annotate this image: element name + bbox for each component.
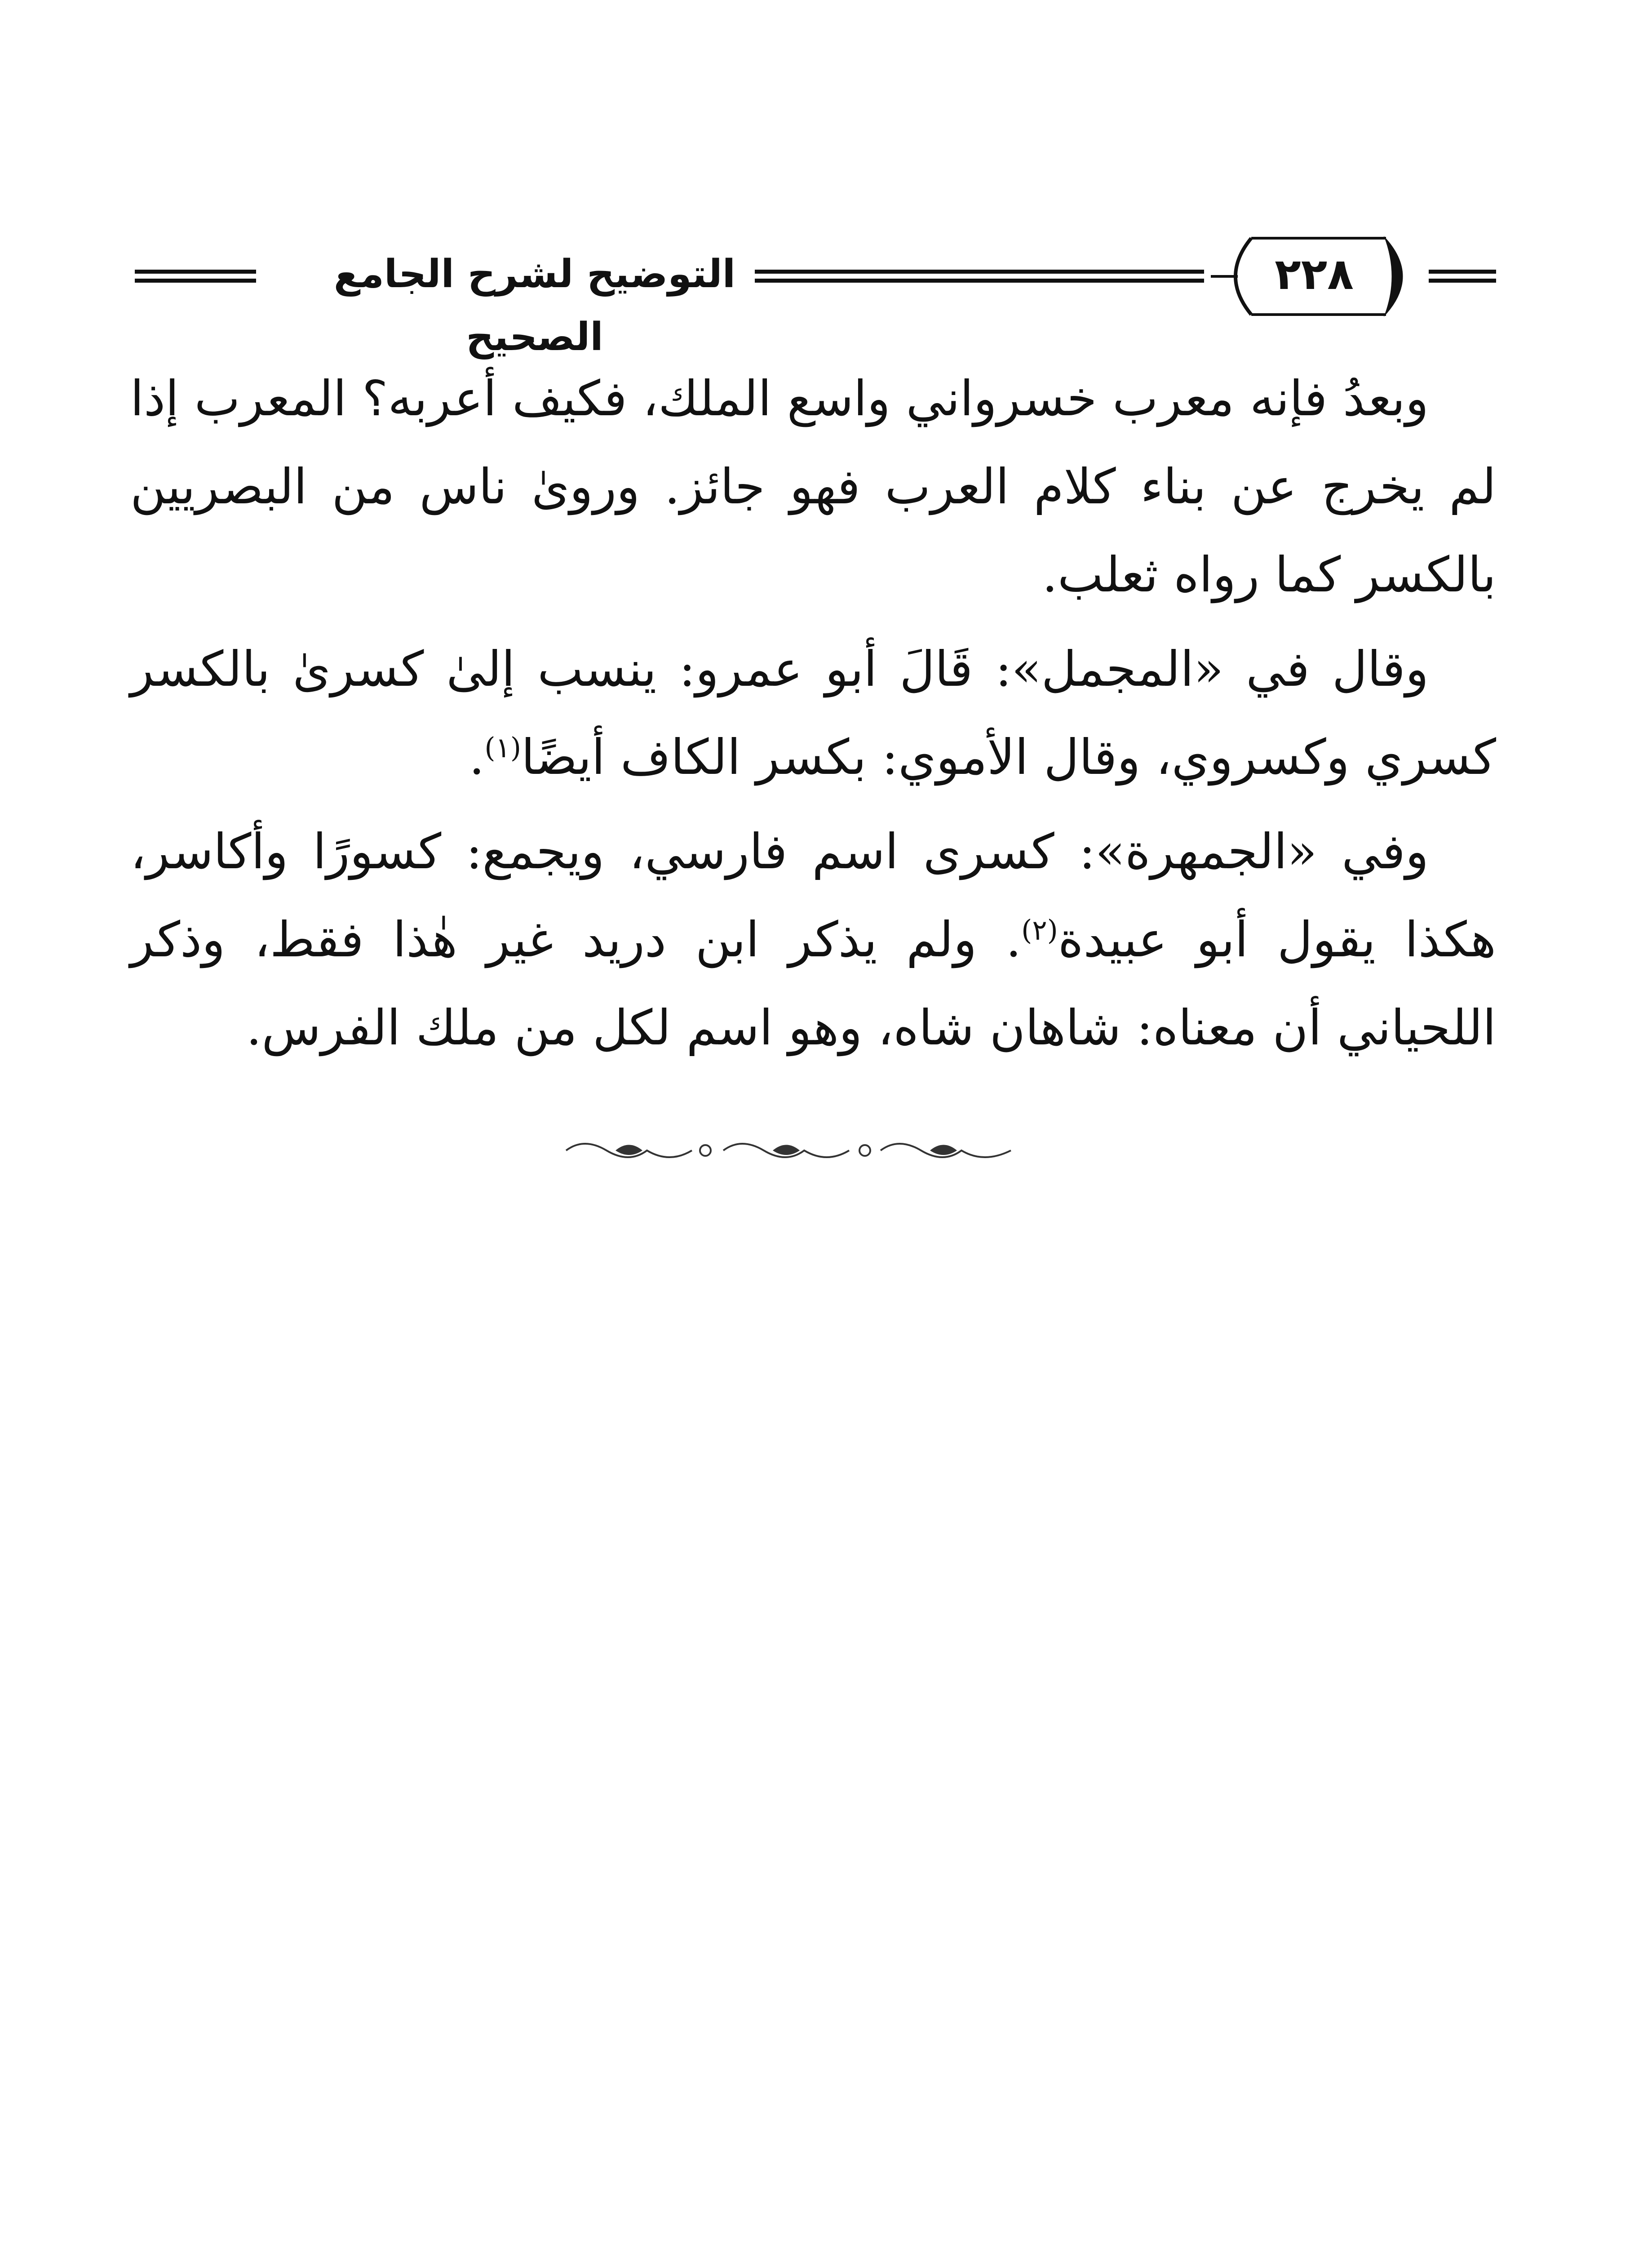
paragraph — [130, 808, 1496, 1072]
paragraph — [130, 355, 1496, 619]
header-rule-right — [1429, 270, 1496, 274]
header-rule-middle — [755, 270, 1204, 274]
header-rule-left — [135, 270, 256, 274]
footnote-reference[interactable]: (١) — [484, 731, 522, 764]
page-number: ٢٢٨ — [1275, 249, 1354, 299]
running-header — [135, 225, 1496, 360]
running-title: التوضيح لشرح الجامع الصحيح — [333, 252, 736, 360]
paragraph-text-tail: . ولم يذكر ابن دريد غير هٰذا فقط، وذكر اللحياني أن معناه: شاهان شاه، وهو اسم لكل من ملك الفرس. — [130, 912, 1496, 1056]
paragraph-text: وبعدُ فإنه معرب خسرواني واسع الملك، فكيف أعربه؟ المعرب إذا لم يخرج عن بناء كلام العرب فهو جائز. ورویٰ ناس من البصريين بالكسر كما رواه ثعلب. — [130, 371, 1496, 603]
paragraph-text-tail: . — [469, 729, 485, 786]
paragraph — [130, 626, 1496, 802]
floral-divider-ornament-icon — [557, 1132, 1024, 1168]
paragraph-text: وقال في «المجمل»: قَالَ أبو عمرو: ينسب إلیٰ كسریٰ بالكسر كسري وكسروي، وقال الأموي: بكسر الكاف أيضًا — [130, 641, 1496, 786]
footnote-reference[interactable]: (٢) — [1021, 914, 1058, 946]
paragraph-text: وفي «الجمهرة»: كسرى اسم فارسي، ويجمع: كسورًا وأكاسر، هكذا يقول أبو عبيدة — [130, 824, 1496, 968]
main-text — [130, 355, 1496, 1079]
